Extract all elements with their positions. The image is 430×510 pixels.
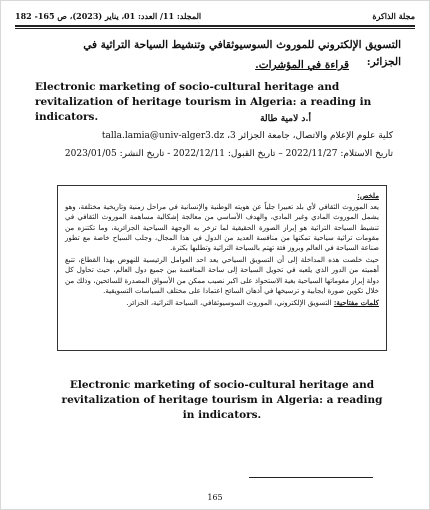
journal-name: مجلة الذاكرة: [372, 11, 415, 21]
issue-info: المجلد: 11/ العدد: 01، يناير (2023)، ص 165- 182: [15, 11, 202, 21]
affiliation-text: كلية علوم الإعلام والاتصال، جامعة الجزائر 3،: [227, 131, 393, 141]
header-rule: [15, 25, 415, 29]
english-title-repeat: Electronic marketing of socio-cultural heritage and revitalization of heritage tourism in Algeria: a reading in indicators.: [61, 379, 383, 421]
abstract-label: ملخص:: [357, 191, 379, 200]
author-name: أ.د لامية طالة: [260, 114, 311, 124]
arabic-subtitle: قراءة في المؤشرات.: [255, 59, 349, 71]
author-email[interactable]: talla.lamia@univ-alger3.dz: [101, 131, 225, 141]
abstract-paragraph-1: يعد الموروث الثقافي لأي بلد تعبيرا جلياً عن هويته الوطنية والإنسانية في مراحل زمنية وتاريخية مختلفة، وهو يشمل الموروث المادي وغير المادي، والهدف الأساسي من معالجة إشكالية مساهمة الموروث الثقافي في تنشيط السياحة التراثية هو إبراز الصورة الحقيقية لما تزخر به الوجهة السياحية الجزائرية، وما تكتنزه من مقومات تراثية سياحية تمكنها من منافسة العديد من الدول في هذا المجال، وجلب السياح خاصة مع تطور صناعة السياحة في العالم وبروز فئة تهتم بالسياحة التراثية وتطلبها بكثرة.: [65, 203, 379, 253]
keywords-label: كلمات مفتاحية:: [333, 298, 379, 308]
abstract-box: [57, 185, 387, 351]
keywords-text: التسويق الإلكتروني، الموروث السوسيوثقافي، السياحة التراثية، الجزائر.: [126, 299, 332, 308]
abstract-paragraph-2: حيث خلصت هذه المداخلة إلى أن التسويق السياحي يعد احد العوامل الرئيسية للنهوض بهذا القطاع، تتبع أهميته من الدور الذي يلعبه في تحويل السياحة إلى ساحة المنافسة بين جميع دول العالم، حيث تحاول كل دولة إبراز مقوماتها السياحية بغية الاستحواذ على اكبر نصيب ممكن من الأسواق المصدرة للسائحين، وذلك من خلال تكوين صورة ايجابية و ترسيخها في أذهان السائح اعتمادا على مختلف السياسات التسويقية.: [65, 256, 379, 295]
author-affiliation: [102, 131, 393, 141]
arabic-title: التسويق الإلكتروني للموروث السوسيوثقافي وتنشيط السياحة التراثية في الجزائر:: [83, 39, 401, 68]
keywords-line: [65, 298, 379, 308]
footnote-rule: [249, 477, 373, 478]
article-dates: تاريخ الاستلام: 2022/11/27 – تاريخ القبول: 2022/12/11 - تاريخ النشر: 2023/01/05: [64, 149, 393, 159]
page-number: 165: [207, 493, 223, 502]
english-title: Electronic marketing of socio-cultural heritage and revitalization of heritage tourism in Algeria: a reading in indicators.: [35, 81, 372, 123]
